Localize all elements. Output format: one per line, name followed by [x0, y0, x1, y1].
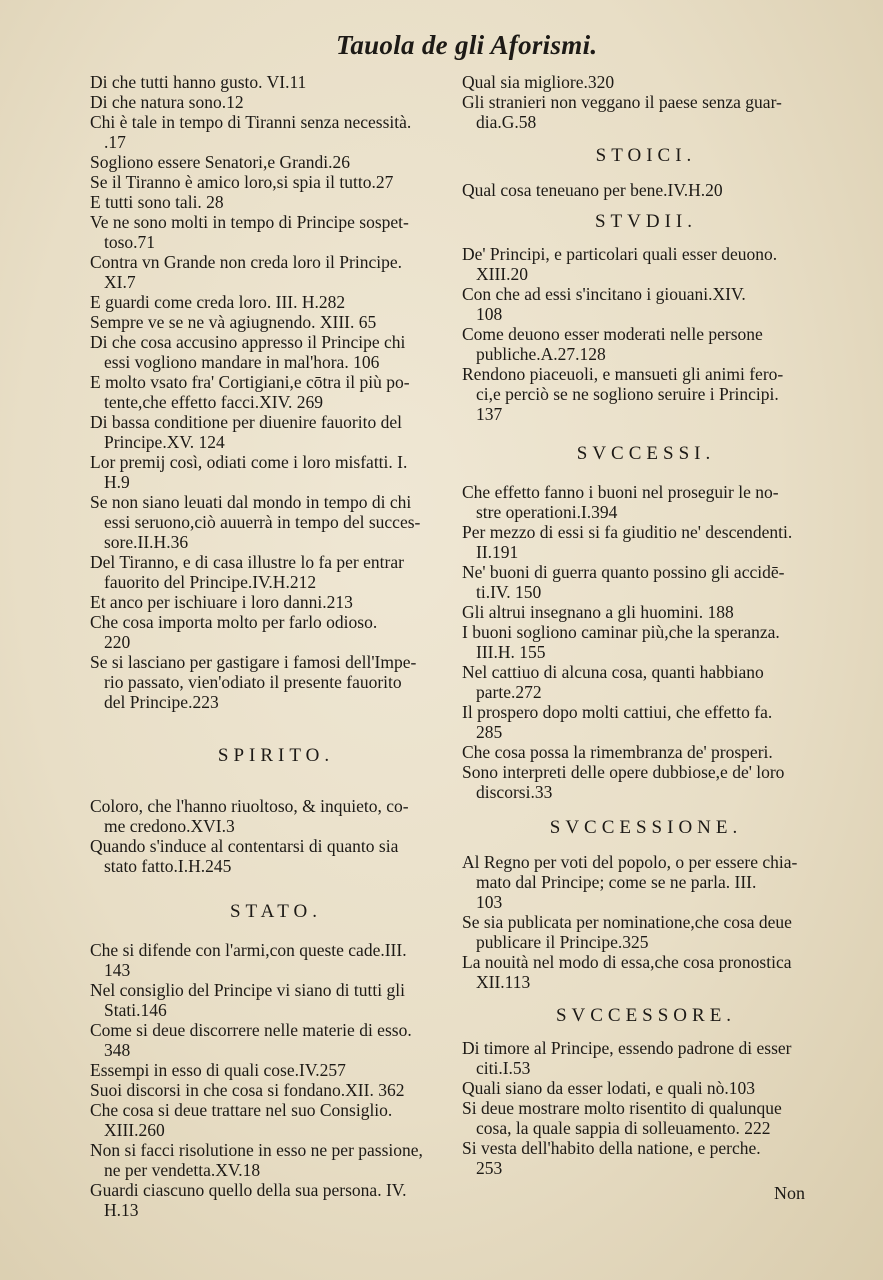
left-column	[90, 72, 462, 1220]
index-entry	[90, 552, 462, 592]
entry-line: Suoi discorsi in che cosa si fondano.XII. 362	[90, 1080, 405, 1100]
entry-line: discorsi.33	[476, 782, 553, 802]
entry-line: De' Principi, e particolari quali esser deuono.	[462, 244, 778, 264]
index-entry	[462, 180, 830, 200]
index-entry	[90, 1080, 462, 1100]
entry-line: Di che natura sono.12	[90, 92, 244, 112]
entry-line: Guardi ciascuno quello della sua persona. IV.	[90, 1180, 407, 1200]
index-entry	[462, 324, 830, 364]
entry-line: citi.I.53	[476, 1058, 531, 1078]
index-entry	[90, 980, 462, 1020]
entry-line: Sono interpreti delle opere dubbiose,e de' loro	[462, 762, 785, 782]
index-entry	[90, 172, 462, 192]
entry-line: Di bassa conditione per diuenire fauorito del	[90, 412, 402, 432]
entry-line: Di che tutti hanno gusto. VI.11	[90, 72, 307, 92]
index-entry	[90, 836, 462, 876]
index-entry	[462, 912, 830, 952]
entry-line: Contra vn Grande non creda loro il Principe.	[90, 252, 402, 272]
index-entry	[90, 212, 462, 252]
entry-line: Il prospero dopo molti cattiui, che effetto fa.	[462, 702, 773, 722]
entry-line: ne per vendetta.XV.18	[104, 1160, 261, 1180]
entry-line: Sempre ve se ne và agiugnendo. XIII. 65	[90, 312, 377, 332]
entry-line: dia.G.58	[476, 112, 537, 132]
entry-line: ci,e perciò se ne sogliono seruire i Principi.	[476, 384, 779, 404]
entry-line: Se sia publicata per nominatione,che cosa deue	[462, 912, 792, 932]
entry-line: rio passato, vien'odiato il presente fauorito	[104, 672, 402, 692]
index-entry	[462, 522, 830, 562]
section-heading: SVCCESSI.	[576, 443, 716, 464]
entry-line: del Principe.223	[104, 692, 219, 712]
entry-line: Di che cosa accusino appresso il Principe chi	[90, 332, 406, 352]
index-entry	[90, 452, 462, 492]
index-entry	[462, 72, 830, 92]
section-heading: STATO.	[229, 901, 322, 922]
entry-line: parte.272	[476, 682, 542, 702]
entry-line: Che cosa importa molto per farlo odioso.	[90, 612, 378, 632]
section-heading: STVDII.	[594, 211, 698, 232]
page-title: Tauola de gli Aforismi.	[336, 30, 598, 60]
entry-line: .17	[104, 132, 126, 152]
entry-line: Che effetto fanno i buoni nel proseguir le no-	[462, 482, 779, 502]
entry-line: 137	[476, 404, 503, 424]
entry-line: E guardi come creda loro. III. H.282	[90, 292, 346, 312]
entry-line: XII.113	[476, 972, 531, 992]
index-entry	[462, 1098, 830, 1138]
entry-line: me credono.XVI.3	[104, 816, 235, 836]
index-entry	[90, 1020, 462, 1060]
entry-line: Che cosa si deue trattare nel suo Consiglio.	[90, 1100, 393, 1120]
index-entry	[90, 612, 462, 652]
entry-line: 220	[104, 632, 131, 652]
index-entry	[462, 364, 830, 424]
index-entry	[90, 412, 462, 452]
entry-line: Se si lasciano per gastigare i famosi dell'Impe-	[90, 652, 417, 672]
entry-line: III.H. 155	[476, 642, 546, 662]
index-entry	[462, 1078, 830, 1098]
index-entry	[462, 244, 830, 284]
entry-line: Essempi in esso di quali cose.IV.257	[90, 1060, 346, 1080]
entry-line: Che cosa possa la rimembranza de' prosperi.	[462, 742, 773, 762]
entry-line: publiche.A.27.128	[476, 344, 606, 364]
entry-line: cosa, la quale sappia di solleuamento. 222	[476, 1118, 771, 1138]
index-entry	[462, 702, 830, 742]
entry-line: Come si deue discorrere nelle materie di esso.	[90, 1020, 412, 1040]
section-heading: SPIRITO.	[217, 745, 335, 766]
entry-line: Principe.XV. 124	[104, 432, 225, 452]
entry-line: toso.71	[104, 232, 156, 252]
index-entry	[462, 952, 830, 992]
section-heading: STOICI.	[595, 145, 697, 166]
index-entry	[462, 852, 830, 912]
entry-line: Per mezzo di essi si fa giuditio ne' descendenti.	[462, 522, 793, 542]
entry-line: Quando s'induce al contentarsi di quanto sia	[90, 836, 399, 856]
entry-line: Rendono piaceuoli, e mansueti gli animi fero-	[462, 364, 784, 384]
entry-line: Nel cattiuo di alcuna cosa, quanti habbiano	[462, 662, 764, 682]
entry-line: E tutti sono tali. 28	[90, 192, 224, 212]
entry-line: H.9	[104, 472, 130, 492]
index-entry	[90, 152, 462, 172]
index-entry	[462, 284, 830, 324]
index-entry	[90, 940, 462, 980]
entry-line: I buoni sogliono caminar più,che la speranza.	[462, 622, 780, 642]
index-entry	[462, 622, 830, 662]
index-entry	[90, 192, 462, 212]
entry-line: E molto vsato fra' Cortigiani,e cōtra il più po-	[90, 372, 410, 392]
index-entry	[462, 662, 830, 702]
entry-line: XIII.20	[476, 264, 528, 284]
entry-line: Et anco per ischiuare i loro danni.213	[90, 592, 353, 612]
index-entry	[462, 602, 830, 622]
section-heading: SVCCESSORE.	[555, 1005, 737, 1026]
entry-line: mato dal Principe; come se ne parla. III.	[476, 872, 757, 892]
index-entry	[90, 652, 462, 712]
entry-line: Al Regno per voti del popolo, o per essere chia-	[462, 852, 798, 872]
index-entry	[90, 592, 462, 612]
entry-line: tente,che effetto facci.XIV. 269	[104, 392, 323, 412]
right-column	[462, 72, 830, 1178]
index-entry	[90, 796, 462, 836]
entry-line: Coloro, che l'hanno riuoltoso, & inquieto, co-	[90, 796, 409, 816]
entry-line: XIII.260	[104, 1120, 165, 1140]
entry-line: Non si facci risolutione in esso ne per passione,	[90, 1140, 423, 1160]
entry-line: La nouità nel modo di essa,che cosa pronostica	[462, 952, 792, 972]
entry-line: Qual cosa teneuano per bene.IV.H.20	[462, 180, 723, 200]
entry-line: 143	[104, 960, 131, 980]
index-entry	[90, 492, 462, 552]
index-entry	[90, 1180, 462, 1220]
index-entry	[90, 112, 462, 152]
entry-line: Ve ne sono molti in tempo di Principe sospet-	[90, 212, 409, 232]
entry-line: Gli altrui insegnano a gli huomini. 188	[462, 602, 734, 622]
entry-line: fauorito del Principe.IV.H.212	[104, 572, 317, 592]
index-entry	[90, 92, 462, 112]
entry-line: ti.IV. 150	[476, 582, 542, 602]
index-entry	[462, 482, 830, 522]
entry-line: Se il Tiranno è amico loro,si spia il tutto.27	[90, 172, 394, 192]
index-entry	[90, 72, 462, 92]
entry-line: Qual sia migliore.320	[462, 72, 615, 92]
entry-line: Con che ad essi s'incitano i giouani.XIV.	[462, 284, 746, 304]
entry-line: Si deue mostrare molto risentito di qualunque	[462, 1098, 782, 1118]
index-entry	[90, 372, 462, 412]
index-entry	[462, 562, 830, 602]
entry-line: XI.7	[104, 272, 136, 292]
index-entry	[90, 1060, 462, 1080]
entry-line: Ne' buoni di guerra quanto possino gli accidē-	[462, 562, 785, 582]
index-entry	[462, 742, 830, 762]
index-entry	[90, 1140, 462, 1180]
entry-line: 285	[476, 722, 503, 742]
entry-line: 253	[476, 1158, 503, 1178]
entry-line: sore.II.H.36	[104, 532, 189, 552]
entry-line: II.191	[476, 542, 519, 562]
entry-line: Nel consiglio del Principe vi siano di tutti gli	[90, 980, 405, 1000]
entry-line: Si vesta dell'habito della natione, e perche.	[462, 1138, 761, 1158]
entry-line: H.13	[104, 1200, 139, 1220]
index-entry	[462, 762, 830, 802]
index-entry	[90, 312, 462, 332]
entry-line: publicare il Principe.325	[476, 932, 649, 952]
index-entry	[90, 292, 462, 312]
entry-line: Gli stranieri non veggano il paese senza guar-	[462, 92, 782, 112]
index-entry	[90, 252, 462, 292]
index-entry	[90, 1100, 462, 1140]
entry-line: Quali siano da esser lodati, e quali nò.103	[462, 1078, 756, 1098]
index-entry	[90, 332, 462, 372]
entry-line: essi vogliono mandare in mal'hora. 106	[104, 352, 380, 372]
entry-line: Che si difende con l'armi,con queste cade.III.	[90, 940, 407, 960]
entry-line: stre operationi.I.394	[476, 502, 618, 522]
entry-line: Come deuono esser moderati nelle persone	[462, 324, 763, 344]
entry-line: 103	[476, 892, 503, 912]
index-entry	[462, 92, 830, 132]
section-heading: SVCCESSIONE.	[549, 817, 743, 838]
entry-line: stato fatto.I.H.245	[104, 856, 232, 876]
entry-line: Se non siano leuati dal mondo in tempo di chi	[90, 492, 412, 512]
entry-line: Del Tiranno, e di casa illustre lo fa per entrar	[90, 552, 404, 572]
entry-line: Chi è tale in tempo di Tiranni senza necessità.	[90, 112, 412, 132]
entry-line: essi seruono,ciò auuerrà in tempo del succes-	[104, 512, 421, 532]
index-entry	[462, 1038, 830, 1078]
entry-line: Lor premij così, odiati come i loro misfatti. I.	[90, 452, 408, 472]
catchword: Non	[774, 1183, 805, 1203]
entry-line: Stati.146	[104, 1000, 167, 1020]
index-entry	[462, 1138, 830, 1178]
entry-line: Sogliono essere Senatori,e Grandi.26	[90, 152, 351, 172]
entry-line: 348	[104, 1040, 131, 1060]
entry-line: 108	[476, 304, 503, 324]
entry-line: Di timore al Principe, essendo padrone di esser	[462, 1038, 792, 1058]
